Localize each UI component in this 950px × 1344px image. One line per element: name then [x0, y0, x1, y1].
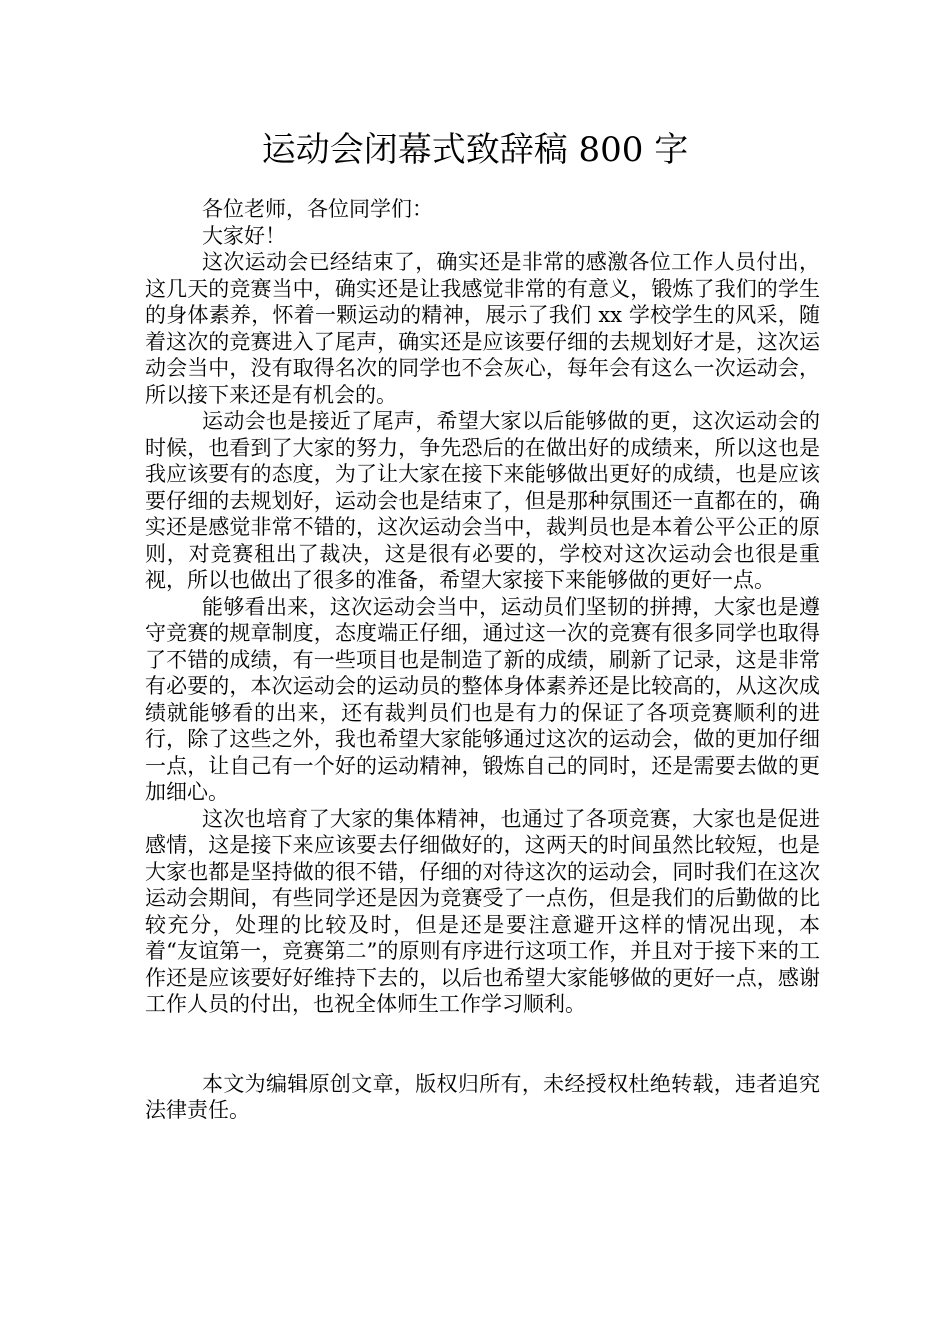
- document-title: 运动会闭幕式致辞稿 800 字: [261, 130, 689, 170]
- salutation: 各位老师，各位同学们：: [202, 197, 433, 221]
- body-paragraph-4: 这次也培育了大家的集体精神，也通过了各项竞赛，大家也是促进感情，这是接下来应该要去仔细做好的，这两天的时间虽然比较短，也是大家也都是坚持做的很不错，仔细的对待这次的运动会，同时我们在这次运动会期间，有些同学还是因为竞赛受了一点伤，但是我们的后勤做的比较充分，处理的比较及时，但是还是要注意避开这样的情况出现，本着“友谊第一，竞赛第二”的原则有序进行这项工作，并且对于接下来的工作还是应该要好好维持下去的，以后也希望大家能够做的更好一点，感谢工作人员的付出，也祝全体师生工作学习顺利。: [145, 806, 820, 1016]
- copyright-notice: 本文为编辑原创文章，版权归所有，未经授权杜绝转载，违者追究法律责任。: [145, 1071, 820, 1122]
- document-body: [145, 196, 820, 1124]
- body-paragraph-2: 运动会也是接近了尾声，希望大家以后能够做的更，这次运动会的时候，也看到了大家的努力，争先恐后的在做出好的成绩来，所以这也是我应该要有的态度，为了让大家在接下来能够做出更好的成绩，也是应该要仔细的去规划好，运动会也是结束了，但是那种氛围还一直都在的，确实还是感觉非常不错的，这次运动会当中，裁判员也是本着公平公正的原则，对竞赛租出了裁决，这是很有必要的，学校对这次运动会也很是重视，所以也做出了很多的准备，希望大家接下来能够做的更好一点。: [145, 409, 820, 592]
- paragraph-spacer: [145, 1018, 820, 1071]
- body-paragraph-1: 这次运动会已经结束了，确实还是非常的感激各位工作人员付出，这几天的竞赛当中，确实还是让我感觉非常的有意义，锻炼了我们的学生的身体素养，怀着一颗运动的精神，展示了我们 xx 学校学生的风采，随着这次的竞赛进入了尾声，确实还是应该要仔细的去规划好才是，这次运动会当中，没有取得名次的同学也不会灰心，每年会有这么一次运动会，所以接下来还是有机会的。: [145, 250, 820, 407]
- greeting: 大家好！: [202, 223, 286, 248]
- body-paragraph-3: 能够看出来，这次运动会当中，运动员们坚韧的拼搏，大家也是遵守竞赛的规章制度，态度端正仔细，通过这一次的竞赛有很多同学也取得了不错的成绩，有一些项目也是制造了新的成绩，刷新了记录，这是非常有必要的，本次运动会的运动员的整体身体素养还是比较高的，从这次成绩就能够看的出来，还有裁判员们也是有力的保证了各项竞赛顺利的进行，除了这些之外，我也希望大家能够通过这次的运动会，做的更加仔细一点，让自己有一个好的运动精神，锻炼自己的同时，还是需要去做的更加细心。: [145, 594, 820, 804]
